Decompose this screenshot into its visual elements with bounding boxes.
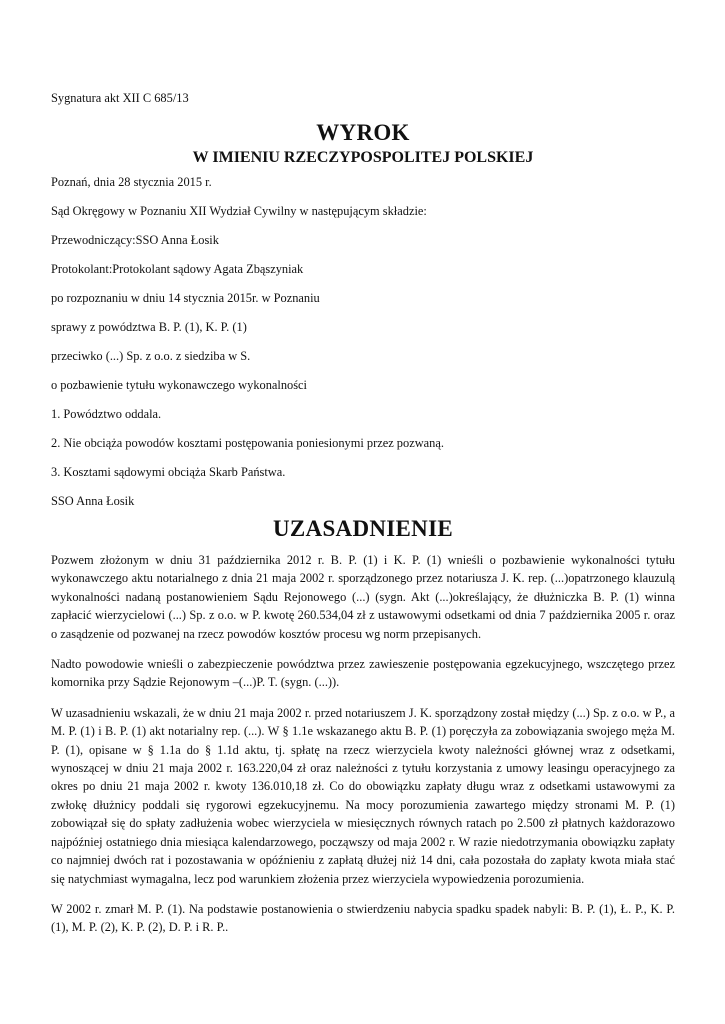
decision-item: 2. Nie obciąża powodów kosztami postępowania poniesionymi przez pozwaną. (51, 436, 444, 450)
justification-paragraph: Nadto powodowie wnieśli o zabezpieczenie powództwa przez zawieszenie postępowania egzekucyjnego, wszczętego przez komornika przy Sądzie Rejonowym –(...)P. T. (sygn. (...)). (51, 657, 675, 690)
defendant-line: przeciwko (...) Sp. z o.o. z siedziba w S. (51, 349, 251, 363)
justification-paragraph: Pozwem złożonym w dniu 31 października 2012 r. B. P. (1) i K. P. (1) wnieśli o pozbawienie wykonalności tytułu wykonawczego aktu notarialnego z dnia 21 maja 2002 r. sporządzonego przez notariusza J. K. rep. (...)opatrzonego klauzulą wykonalności nadaną postanowieniem Sądu Rejonowego (...) (sygn. Akt (...)określający, że dłużniczka B. P. (1) winna zapłacić wierzycielowi (...) Sp. z o.o. w P. kwotę 260.534,04 zł z ustawowymi odsetkami od dnia 7 października 2005 r. oraz o zasądzenie od pozwanej na rzecz powodów kosztów procesu wg norm przepisanych. (51, 553, 675, 641)
decision-item: 1. Powództwo oddala. (51, 407, 162, 421)
date-place-line: Poznań, dnia 28 stycznia 2015 r. (51, 175, 212, 189)
justification-paragraph: W uzasadnieniu wskazali, że w dniu 21 maja 2002 r. przed notariuszem J. K. sporządzony został między (...) Sp. z o.o. w P., a M. P. (1) i B. P. (1) akt notarialny rep. (...). W § 1.1e wskazanego aktu B. P. (1) poręczyła za zobowiązania swojego męża M. P. (1), opisane w § 1.1a do § 1.1d aktu, tj. spłatę na rzecz wierzyciela kwoty należności głównej wraz z odsetkami, wynoszącej w dniu 21 maja 2002 r. 163.220,04 zł oraz należności z tytułu korzystania z umowy leasingu operacyjnego za okres po dniu 21 maja 2002 r. kwoty 136.010,18 zł. Co do obowiązku zapłaty długu wraz z odsetkami ustawowymi za zwłokę dłużnicy poddali się rygorowi egzekucyjnemu. Na mocy porozumienia zawartego między stronami M. P. (1) zobowiązał się do spłaty zadłużenia wobec wierzyciela w miesięcznych równych ratach po 2.500 zł płatnych każdorazowo najpóźniej ostatniego dnia miesiąca kalendarzowego, począwszy od maja 2002 r. W razie niedotrzymania obowiązku zapłaty co najmniej dwóch rat i pozostawania w opóźnieniu z zapłatą dłużej niż 14 dni, cała pozostała do zapłaty kwota miała stać się natychmiast wymagalna, lecz pod warunkiem złożenia przez wierzyciela wypowiedzenia porozumienia. (51, 705, 675, 886)
subject-line: o pozbawienie tytułu wykonawczego wykonalności (51, 378, 308, 392)
court-reporter-line: Protokolant:Protokolant sądowy Agata Zbąszyniak (51, 262, 304, 276)
judgment-title: WYROK (316, 120, 410, 145)
decision-item: 3. Kosztami sądowymi obciąża Skarb Państwa. (51, 465, 286, 479)
hearing-date-line: po rozpoznaniu w dniu 14 stycznia 2015r. w Poznaniu (51, 291, 320, 305)
judge-signature: SSO Anna Łosik (51, 494, 135, 508)
case-signature: Sygnatura akt XII C 685/13 (51, 91, 189, 105)
presiding-judge-line: Przewodniczący:SSO Anna Łosik (51, 233, 219, 247)
justification-paragraph: W 2002 r. zmarł M. P. (1). Na podstawie postanowienia o stwierdzeniu nabycia spadku spadek nabyli: B. P. (1), Ł. P., K. P. (1), M. P. (2), K. P. (2), D. P. i R. P.. (51, 901, 675, 935)
judgment-subtitle: W IMIENIU RZECZYPOSPOLITEJ POLSKIEJ (192, 149, 534, 166)
document-page (51, 90, 675, 949)
plaintiffs-line: sprawy z powództwa B. P. (1), K. P. (1) (51, 320, 247, 334)
court-composition-line: Sąd Okręgowy w Poznaniu XII Wydział Cywilny w następującym składzie: (51, 204, 427, 218)
justification-title: UZASADNIENIE (273, 516, 453, 541)
